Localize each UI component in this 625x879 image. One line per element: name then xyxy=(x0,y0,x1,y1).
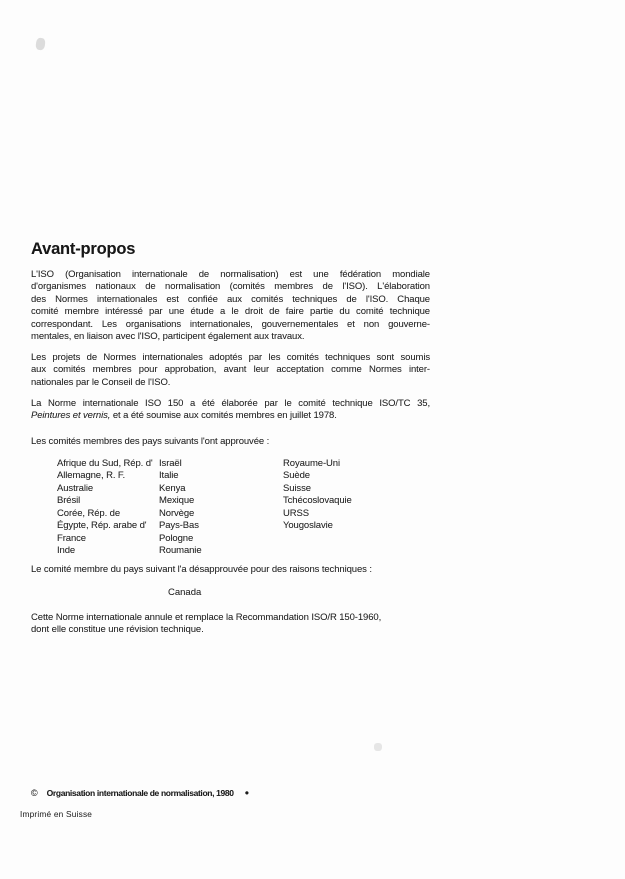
country-item: Pays-Bas xyxy=(159,520,199,532)
approval-intro-line xyxy=(31,436,430,448)
country-item: Afrique du Sud, Rép. d' xyxy=(57,458,153,469)
paragraph-line: Les projets de Normes internationales adoptés par les comités techniques sont soumis xyxy=(31,352,430,363)
paragraph-line: Cette Norme internationale annule et remplace la Recommandation ISO/R 150-1960, xyxy=(31,612,382,623)
foreword-heading: Avant-propos xyxy=(31,240,136,258)
country-item: Inde xyxy=(57,545,76,557)
country-item: Pologne xyxy=(159,532,194,544)
paragraph-line: La Norme internationale ISO 150 a été élaborée par le comité technique ISO/TC 35, xyxy=(31,398,430,409)
italic-title-text: Peintures et vernis, xyxy=(31,410,111,422)
country-item: Tchécoslovaquie xyxy=(283,495,352,507)
copyright-text: Organisation internationale de normalisation, 1980 xyxy=(46,788,234,798)
bullet-icon: ● xyxy=(244,788,250,797)
paragraph-line: aux comités membres pour approbation, avant leur acceptation comme Normes inter- xyxy=(31,364,430,376)
scan-artifact-speck xyxy=(374,743,382,751)
paragraph-line xyxy=(31,410,430,422)
copyright-line xyxy=(31,788,249,798)
country-item: Yougoslavie xyxy=(283,520,333,532)
country-item: Corée, Rép. de xyxy=(57,507,121,519)
country-item: Italie xyxy=(159,470,179,482)
country-item: Australie xyxy=(57,482,94,494)
country-item: Israël xyxy=(159,458,182,469)
paragraph-line: L'ISO (Organisation internationale de normalisation) est une fédération mondiale xyxy=(31,269,430,280)
country-column-2 xyxy=(159,458,279,558)
country-item: Suisse xyxy=(283,482,311,494)
draft-standards-paragraph xyxy=(31,352,430,389)
country-item: Allemagne, R. F. xyxy=(57,470,126,482)
paragraph-line: correspondant. Les organisations internationales, gouvernementales et non gouverne- xyxy=(31,318,430,330)
country-item: Norvège xyxy=(159,507,195,519)
intro-paragraph xyxy=(31,269,430,343)
paragraph-line: d'organismes nationaux de normalisation (comités membres de l'ISO). L'élaboration xyxy=(31,281,430,293)
paragraph-line: Le comité membre du pays suivant l'a désapprouvée pour des raisons techniques : xyxy=(31,564,372,575)
country-item: France xyxy=(57,532,86,544)
country-item: Égypte, Rép. arabe d' xyxy=(57,520,147,532)
disapproving-country: Canada xyxy=(168,587,202,598)
standard-origin-paragraph xyxy=(31,398,430,423)
country-item: Royaume-Uni xyxy=(283,458,340,469)
scan-artifact-mark xyxy=(35,37,46,50)
country-column-1 xyxy=(57,458,167,558)
paragraph-line: mentales, en liaison avec l'ISO, participent également aux travaux. xyxy=(31,331,305,343)
paragraph-text: et a été soumise aux comités membres en juillet 1978. xyxy=(110,410,337,422)
paragraph-line: des Normes internationales est confiée aux comités techniques de l'ISO. Chaque xyxy=(31,293,430,305)
copyright-icon: © xyxy=(31,788,38,798)
country-item: Suède xyxy=(283,470,310,482)
country-item: Mexique xyxy=(159,495,195,507)
paragraph-line: nationales par le Conseil de l'ISO. xyxy=(31,376,171,388)
paragraph-line: dont elle constitue une révision technique. xyxy=(31,624,204,636)
country-item: Brésil xyxy=(57,495,81,507)
country-item: Kenya xyxy=(159,482,186,494)
country-column-3 xyxy=(283,458,433,533)
replacement-paragraph xyxy=(31,612,430,637)
country-item: Roumanie xyxy=(159,545,202,557)
disapproval-line xyxy=(31,564,430,576)
paragraph-line: comité membre intéressé par une étude a le droit de faire partie du comité technique xyxy=(31,306,430,318)
country-item: URSS xyxy=(283,507,309,519)
paragraph-line: Les comités membres des pays suivants l'ont approuvée : xyxy=(31,436,270,447)
printed-in-line: Imprimé en Suisse xyxy=(20,809,93,819)
